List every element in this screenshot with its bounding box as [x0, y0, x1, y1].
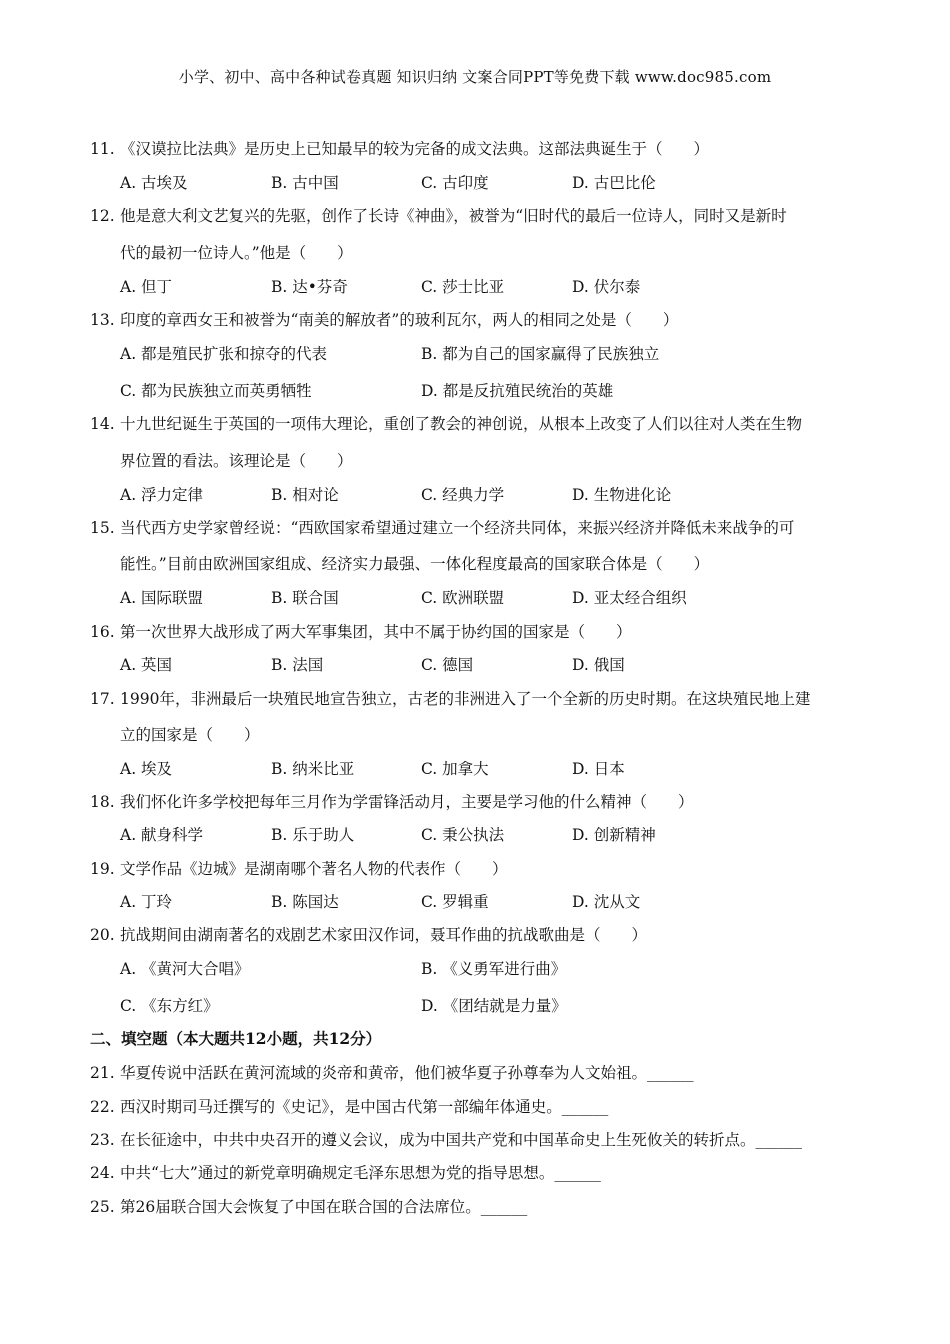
question-11 — [90, 137, 709, 159]
question-number: 20. — [90, 926, 115, 944]
option-c: C. 经典力学 — [421, 486, 505, 504]
page-header: 小学、初中、高中各种试卷真题 知识归纳 文案合同PPT等免费下载 www.doc985.com — [178, 68, 772, 86]
question-number: 19. — [90, 860, 115, 878]
option-a: A. 献身科学 — [120, 826, 204, 844]
option-b: B. 纳米比亚 — [271, 760, 355, 778]
fill-text: 中共“七大”通过的新党章明确规定毛泽东思想为党的指导思想。______ — [120, 1164, 601, 1182]
question-text: 文学作品《边城》是湖南哪个著名人物的代表作（ ） — [120, 860, 508, 878]
question-text-cont: 界位置的看法。该理论是（ ） — [120, 452, 353, 470]
option-a: A. 古埃及 — [120, 174, 188, 192]
option-c: C. 都为民族独立而英勇牺牲 — [120, 382, 312, 400]
option-c: C. 古印度 — [421, 174, 489, 192]
option-b: B. 相对论 — [271, 486, 339, 504]
question-number: 18. — [90, 793, 115, 811]
option-a: A. 浮力定律 — [120, 486, 204, 504]
option-a: A. 埃及 — [120, 760, 173, 778]
option-d: D. 都是反抗殖民统治的英雄 — [421, 382, 614, 400]
question-17 — [90, 687, 810, 709]
option-b: B. 联合国 — [271, 589, 339, 607]
question-text: 我们怀化许多学校把每年三月作为学雷锋活动月，主要是学习他的什么精神（ ） — [120, 793, 694, 811]
option-d: D. 生物进化论 — [572, 486, 672, 504]
question-12 — [90, 204, 787, 226]
question-text: 十九世纪诞生于英国的一项伟大理论，重创了教会的神创说，从根本上改变了人们以往对人类在生物 — [120, 415, 803, 433]
fill-item-23 — [90, 1128, 802, 1150]
question-16 — [90, 620, 632, 642]
question-number: 23. — [90, 1131, 115, 1149]
question-19 — [90, 857, 508, 879]
question-number: 12. — [90, 207, 115, 225]
question-number: 14. — [90, 415, 115, 433]
question-number: 16. — [90, 623, 115, 641]
option-d: D. 亚太经合组织 — [572, 589, 687, 607]
question-text-cont: 能性。”目前由欧洲国家组成、经济实力最强、一体化程度最高的国家联合体是（ ） — [120, 555, 710, 573]
option-c: C. 《东方红》 — [120, 997, 219, 1015]
question-text: 当代西方史学家曾经说：“西欧国家希望通过建立一个经济共同体，来振兴经济并降低未来战争的可 — [120, 519, 795, 537]
option-d: D. 沈从文 — [572, 893, 641, 911]
question-number: 22. — [90, 1098, 115, 1116]
question-text: 印度的章西女王和被誉为“南美的解放者”的玻利瓦尔，两人的相同之处是（ ） — [120, 311, 679, 329]
question-number: 25. — [90, 1198, 115, 1216]
question-text: 抗战期间由湖南著名的戏剧艺术家田汉作词，聂耳作曲的抗战歌曲是（ ） — [120, 926, 648, 944]
question-number: 21. — [90, 1064, 115, 1082]
option-a: A. 但丁 — [120, 278, 173, 296]
option-a: A. 丁玲 — [120, 893, 173, 911]
option-b: B. 《义勇军进行曲》 — [421, 960, 567, 978]
option-d: D. 《团结就是力量》 — [421, 997, 567, 1015]
option-a: A. 英国 — [120, 656, 173, 674]
question-20 — [90, 923, 647, 945]
fill-text: 在长征途中，中共中央召开的遵义会议，成为中国共产党和中国革命史上生死攸关的转折点。______ — [120, 1131, 803, 1149]
option-c: C. 欧洲联盟 — [421, 589, 505, 607]
section-title: 二、填空题（本大题共12小题，共12分） — [90, 1029, 382, 1048]
option-c: C. 罗辑重 — [421, 893, 489, 911]
question-15 — [90, 516, 794, 538]
option-d: D. 日本 — [572, 760, 625, 778]
option-b: B. 乐于助人 — [271, 826, 355, 844]
option-c: C. 加拿大 — [421, 760, 489, 778]
option-d: D. 创新精神 — [572, 826, 656, 844]
option-d: D. 俄国 — [572, 656, 625, 674]
option-b: B. 达•芬奇 — [271, 278, 348, 296]
fill-text: 华夏传说中活跃在黄河流域的炎帝和黄帝，他们被华夏子孙尊奉为人文始祖。______ — [120, 1064, 694, 1082]
question-18 — [90, 790, 694, 812]
question-text: 第一次世界大战形成了两大军事集团，其中不属于协约国的国家是（ ） — [120, 623, 632, 641]
question-number: 11. — [90, 140, 115, 158]
option-d: D. 古巴比伦 — [572, 174, 656, 192]
question-text: 他是意大利文艺复兴的先驱，创作了长诗《神曲》，被誉为“旧时代的最后一位诗人，同时又是新时 — [120, 207, 787, 225]
fill-item-22 — [90, 1095, 608, 1117]
question-number: 24. — [90, 1164, 115, 1182]
option-a: A. 《黄河大合唱》 — [120, 960, 250, 978]
question-number: 15. — [90, 519, 115, 537]
option-b: B. 古中国 — [271, 174, 339, 192]
fill-item-25 — [90, 1195, 527, 1217]
fill-text: 第26届联合国大会恢复了中国在联合国的合法席位。______ — [120, 1198, 528, 1216]
option-a: A. 都是殖民扩张和掠夺的代表 — [120, 345, 328, 363]
question-text: 《汉谟拉比法典》是历史上已知最早的较为完备的成文法典。这部法典诞生于（ ） — [120, 140, 710, 158]
question-text-cont: 立的国家是（ ） — [120, 726, 260, 744]
question-14 — [90, 412, 802, 434]
fill-item-21 — [90, 1061, 694, 1083]
question-text-cont: 代的最初一位诗人。”他是（ ） — [120, 244, 353, 262]
option-b: B. 都为自己的国家赢得了民族独立 — [421, 345, 660, 363]
option-d: D. 伏尔泰 — [572, 278, 641, 296]
option-c: C. 莎士比亚 — [421, 278, 505, 296]
option-c: C. 秉公执法 — [421, 826, 505, 844]
question-13 — [90, 308, 678, 330]
question-number: 17. — [90, 690, 115, 708]
option-a: A. 国际联盟 — [120, 589, 204, 607]
fill-text: 西汉时期司马迁撰写的《史记》，是中国古代第一部编年体通史。______ — [120, 1098, 609, 1116]
question-text: 1990年，非洲最后一块殖民地宣告独立，古老的非洲进入了一个全新的历史时期。在这块殖民地上建 — [120, 690, 811, 708]
option-c: C. 德国 — [421, 656, 474, 674]
option-b: B. 法国 — [271, 656, 324, 674]
fill-item-24 — [90, 1161, 601, 1183]
option-b: B. 陈国达 — [271, 893, 339, 911]
question-number: 13. — [90, 311, 115, 329]
